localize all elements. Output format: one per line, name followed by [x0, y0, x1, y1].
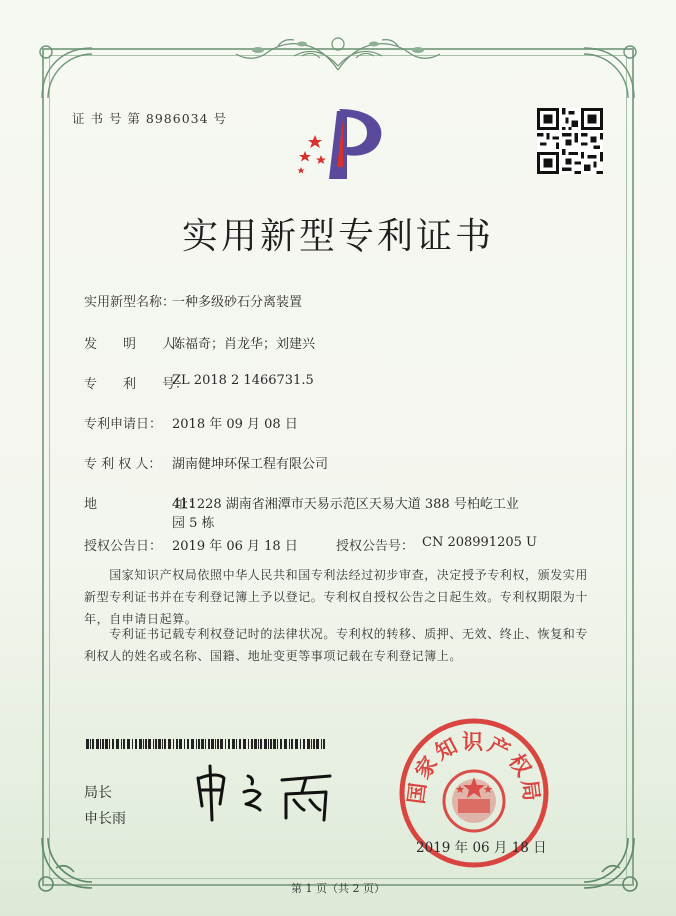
grant-date-value: 2019 年 06 月 18 日: [172, 539, 298, 554]
certificate-paragraph-2: 专利证书记载专利权登记时的法律状况。专利权的转移、质押、无效、终止、恢复和专利权人的姓名或名称、国籍、地址变更等事项记载在专利登记簿上。: [84, 627, 589, 663]
corner-ornament-top-right: [574, 38, 644, 108]
address-label: 地 址：: [84, 497, 202, 512]
certificate-paragraph-1: 国家知识产权局依照中华人民共和国专利法经过初步审查，决定授予专利权，颁发实用新型专利证书并在专利登记簿上予以登记。专利权自授权公告之日起生效。专利权期限为十年，自申请日起算。: [84, 568, 589, 626]
director-title: 局长: [84, 785, 112, 801]
handwritten-signature: [190, 758, 350, 828]
certificate-title: 实用新型专利证书: [181, 216, 494, 257]
corner-ornament-top-left: [32, 38, 102, 108]
cnipa-logo: [287, 105, 397, 183]
filing-date-value: 2018 年 09 月 08 日: [172, 417, 298, 432]
certificate-number: 证 书 号 第 8986034 号: [72, 111, 228, 126]
utility-model-name-label: 实用新型名称：: [84, 295, 176, 310]
grant-date-label: 授权公告日：: [84, 539, 163, 554]
utility-model-name-value: 一种多级砂石分离装置: [172, 295, 303, 310]
address-line-2: 园 5 栋: [172, 516, 215, 531]
patentee-label: 专 利 权 人：: [84, 457, 162, 472]
patentee-value: 湖南健坤环保工程有限公司: [172, 457, 329, 472]
filing-date-label: 专利申请日：: [84, 417, 163, 432]
director-name: 申长雨: [84, 811, 126, 827]
address-line-1: 411228 湖南省湘潭市天易示范区天易大道 388 号柏屹工业: [172, 497, 519, 512]
patent-number-label: 专 利 号：: [84, 377, 189, 392]
grant-number-label: 授权公告号：: [336, 539, 415, 554]
seal-date: 2019 年 06 月 18 日: [416, 840, 547, 856]
seal-text: 国家知识产权局: [403, 729, 545, 806]
patent-number-value: ZL 2018 2 1466731.5: [172, 373, 314, 388]
grant-number-value: CN 208991205 U: [422, 535, 537, 550]
inventor-label: 发 明 人：: [84, 337, 189, 352]
top-ornament: [228, 30, 448, 76]
page-indicator: 第 1 页（共 2 页）: [291, 882, 385, 895]
qr-code[interactable]: [537, 108, 603, 174]
inventor-value: 陈福奇；肖龙华；刘建兴: [172, 337, 316, 352]
barcode: [86, 734, 326, 744]
